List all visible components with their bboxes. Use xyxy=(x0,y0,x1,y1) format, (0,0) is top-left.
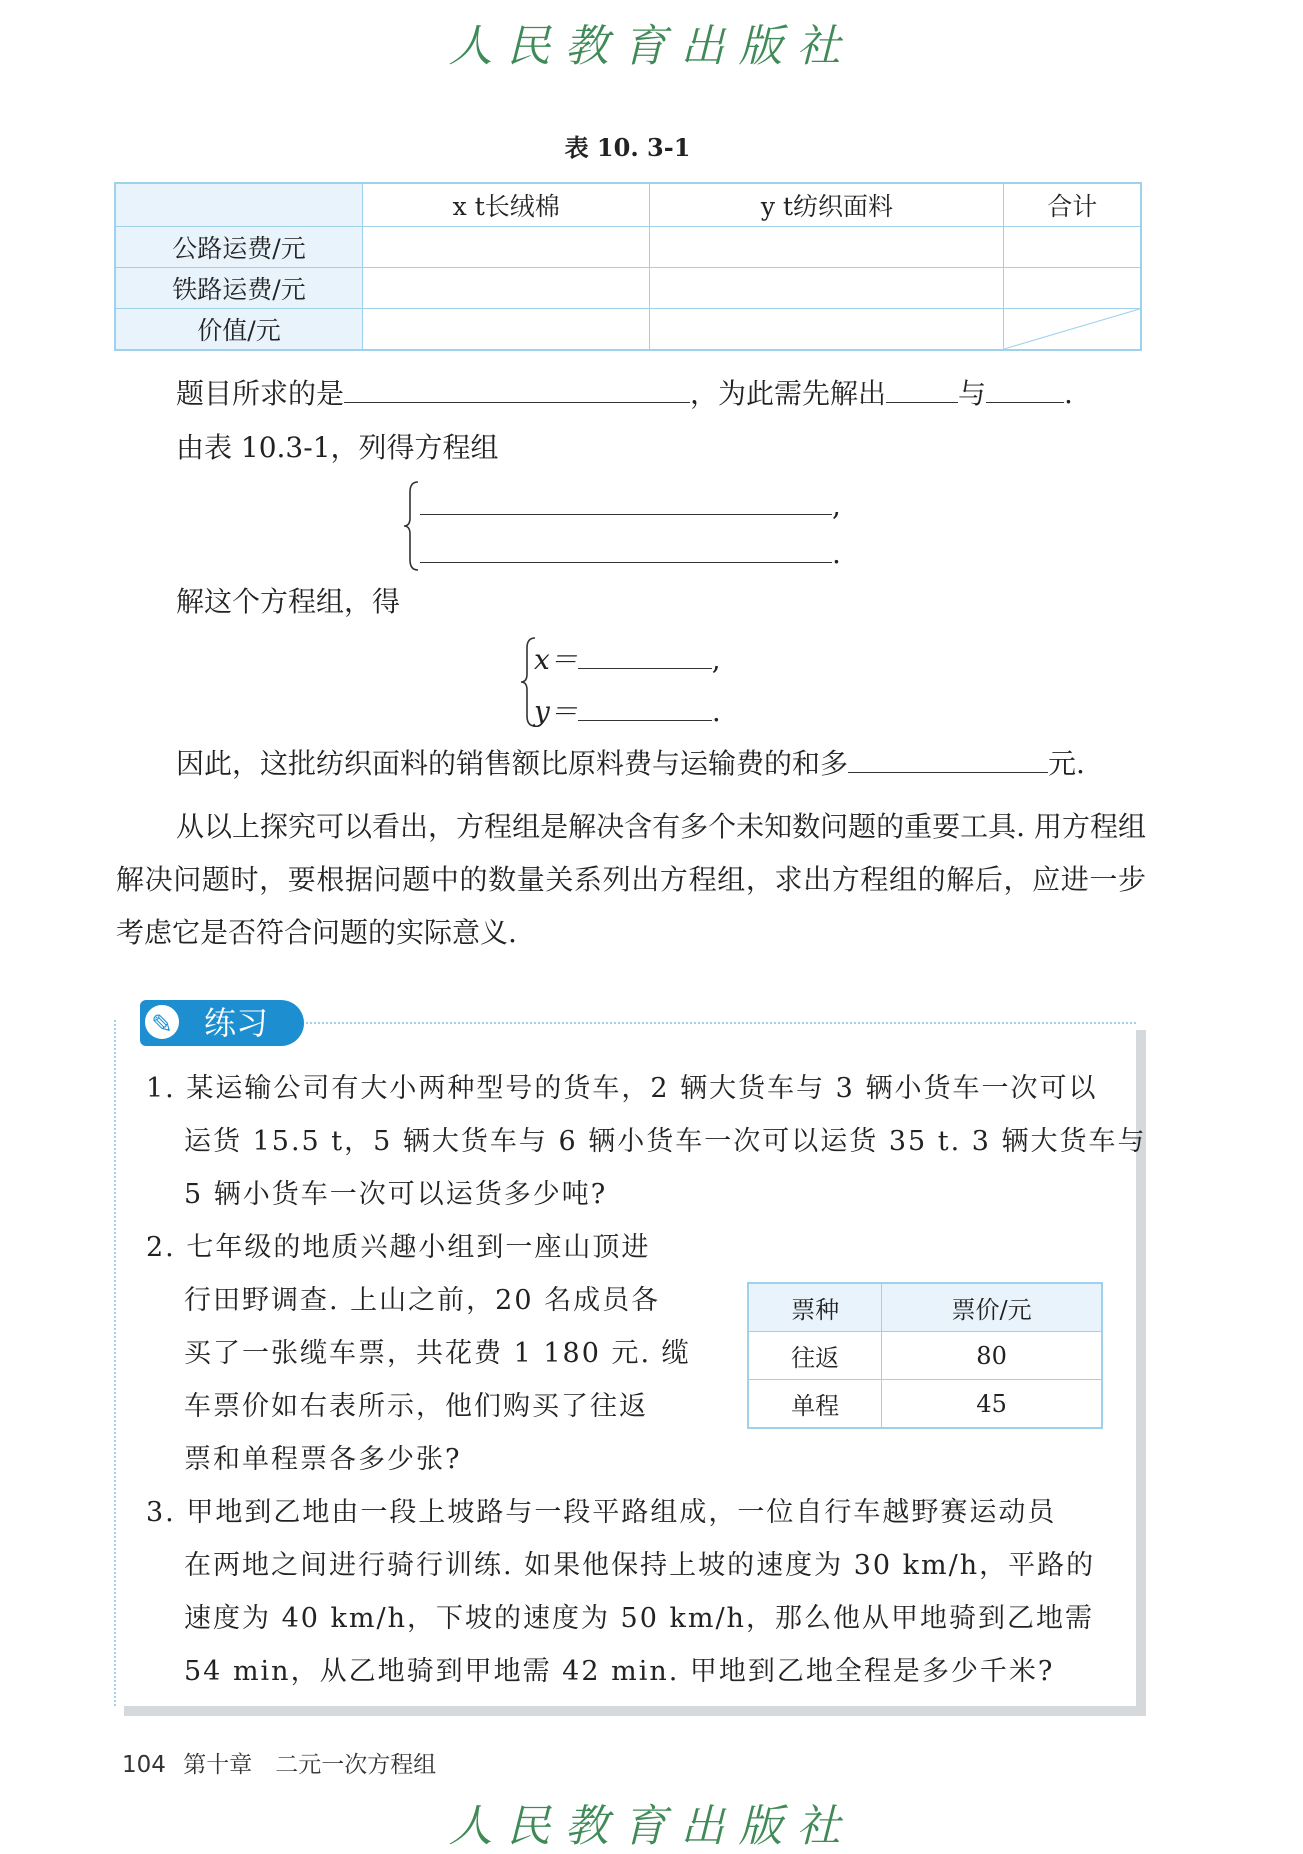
table-10-3-1 xyxy=(114,182,1142,351)
q1-text-b: ，为此需先解出 xyxy=(690,377,887,410)
table-cell xyxy=(1004,227,1141,268)
exercise-2-line-1: 2. 七年级的地质兴趣小组到一座山顶进 xyxy=(146,1232,651,1263)
table-cell-diagonal xyxy=(1004,309,1141,351)
ticket-price-oneway: 45 xyxy=(882,1380,1102,1429)
table-header-total: 合计 xyxy=(1004,183,1141,227)
equation-punct: , xyxy=(832,489,841,522)
question-line-2: 由表 10.3-1，列得方程组 xyxy=(176,431,499,464)
equation-punct: . xyxy=(711,695,721,728)
equation-punct: . xyxy=(832,537,841,570)
q4-text-a: 因此，这批纺织面料的销售额比原料费与运输费的和多 xyxy=(176,747,849,780)
exercise-2-line-4: 车票价如右表所示，他们购买了往返 xyxy=(184,1391,648,1422)
table-cell xyxy=(650,309,1004,351)
solution-y-label: y＝ xyxy=(534,695,578,728)
q1-text-d: . xyxy=(1064,377,1073,410)
question-line-4 xyxy=(176,744,1085,784)
exercise-3-line-1: 3. 甲地到乙地由一段上坡路与一段平路组成，一位自行车越野赛运动员 xyxy=(146,1497,1057,1528)
answer-blank[interactable] xyxy=(578,692,712,721)
q1-text-a: 题目所求的是 xyxy=(176,377,345,410)
ticket-price-roundtrip: 80 xyxy=(882,1332,1102,1380)
table-cell xyxy=(1004,268,1141,309)
exercise-3-line-4: 54 min，从乙地骑到甲地需 42 min. 甲地到乙地全程是多少千米? xyxy=(184,1656,1055,1687)
exercise-1-line-3: 5 辆小货车一次可以运货多少吨? xyxy=(184,1179,608,1210)
ticket-header-price: 票价/元 xyxy=(882,1283,1102,1332)
answer-blank[interactable] xyxy=(344,374,690,403)
ticket-type-oneway: 单程 xyxy=(748,1380,882,1429)
exercise-3-line-3: 速度为 40 km/h，下坡的速度为 50 km/h，那么他从甲地骑到乙地需 xyxy=(184,1603,1094,1634)
exercise-3-line-2: 在两地之间进行骑行训练. 如果他保持上坡的速度为 30 km/h，平路的 xyxy=(184,1550,1096,1581)
table-cell xyxy=(363,227,650,268)
summary-paragraph: 从以上探究可以看出，方程组是解决含有多个未知数问题的重要工具. 用方程组解决问题时，要根据问题中的数量关系列出方程组，求出方程组的解后，应进一步考虑它是否符合问题的实际意义. xyxy=(116,810,1146,949)
row-label-rail-freight: 铁路运费/元 xyxy=(115,268,363,309)
practice-title: 练习 xyxy=(140,1000,304,1046)
practice-divider xyxy=(306,1022,1136,1024)
practice-icon: ✎ xyxy=(142,1002,182,1042)
question-line-1 xyxy=(176,374,1073,414)
exercise-2-line-2: 行田野调查. 上山之前，20 名成员各 xyxy=(184,1285,661,1316)
left-brace-icon xyxy=(402,480,422,572)
page-footer xyxy=(122,1746,436,1779)
solution-y-line xyxy=(534,692,721,732)
exercise-2-line-5: 票和单程票各多少张? xyxy=(184,1444,462,1475)
chapter-title: 第十章 二元一次方程组 xyxy=(183,1752,437,1778)
exercise-1-line-2: 运货 15.5 t，5 辆大货车与 6 辆小货车一次可以运货 35 t. 3 辆大货车与 xyxy=(184,1126,1147,1157)
ticket-type-roundtrip: 往返 xyxy=(748,1332,882,1380)
q4-text-b: 元. xyxy=(1048,747,1085,780)
equation-line-2 xyxy=(420,534,841,574)
solution-x-label: x＝ xyxy=(534,643,578,676)
row-label-road-freight: 公路运费/元 xyxy=(115,227,363,268)
ticket-header-type: 票种 xyxy=(748,1283,882,1332)
table-header-fabric: y t纺织面料 xyxy=(650,183,1004,227)
publisher-logo-top: 人民教育出版社 xyxy=(448,21,855,72)
table-caption: 表 10. 3-1 xyxy=(564,133,691,162)
question-line-3: 解这个方程组，得 xyxy=(176,585,401,618)
exercise-2-line-3: 买了一张缆车票，共花费 1 180 元. 缆 xyxy=(184,1338,691,1369)
table-cell xyxy=(650,268,1004,309)
solution-x-line xyxy=(534,640,721,680)
table-cell xyxy=(363,268,650,309)
page-number: 104 xyxy=(122,1752,166,1778)
row-label-value: 价值/元 xyxy=(115,309,363,351)
answer-blank[interactable] xyxy=(578,640,712,669)
equation-line-1 xyxy=(420,486,841,526)
publisher-logo-bottom: 人民教育出版社 xyxy=(448,1801,855,1852)
answer-blank[interactable] xyxy=(420,486,832,515)
answer-blank[interactable] xyxy=(886,374,958,403)
answer-blank[interactable] xyxy=(848,744,1048,773)
exercise-1-line-1: 1. 某运输公司有大小两种型号的货车，2 辆大货车与 3 辆小货车一次可以 xyxy=(146,1073,1098,1104)
ticket-price-table xyxy=(747,1282,1103,1429)
equation-punct: , xyxy=(711,643,721,676)
answer-blank[interactable] xyxy=(420,534,832,563)
q1-text-c: 与 xyxy=(958,377,987,410)
answer-blank[interactable] xyxy=(986,374,1064,403)
table-header-cotton: x t长绒棉 xyxy=(363,183,650,227)
table-header-empty xyxy=(115,183,363,227)
table-cell xyxy=(650,227,1004,268)
table-cell xyxy=(363,309,650,351)
